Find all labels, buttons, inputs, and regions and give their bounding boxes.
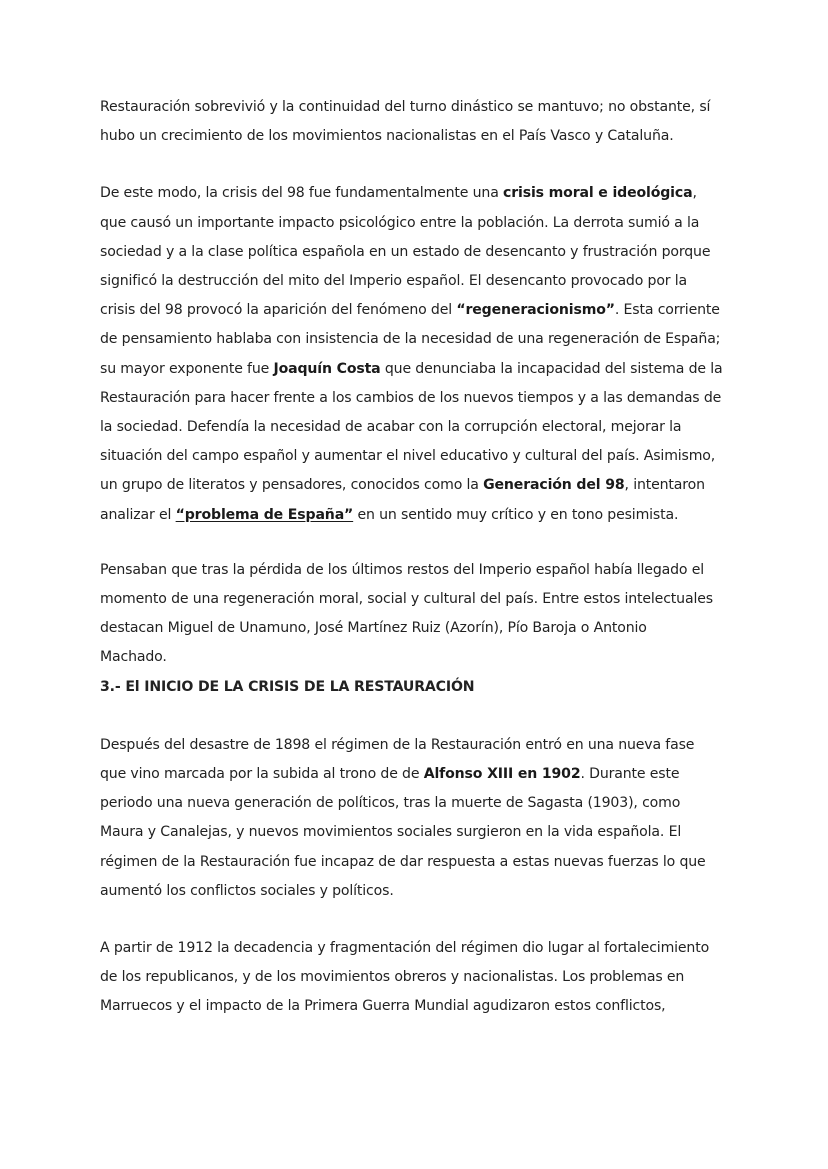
bold-alfonso-xiii: Alfonso XIII en 1902 [423, 766, 581, 783]
bold-generacion-del-98: Generación del 98 [483, 477, 625, 494]
text-line: Restauración para hacer frente a los cambios de los nuevos tiempos y a las demandas de [100, 389, 722, 406]
text-line: aumentó los conflictos sociales y políticos. [100, 882, 394, 899]
text-line: destacan Miguel de Unamuno, José Martínez Ruiz (Azorín), Pío Baroja o Antonio [100, 620, 647, 637]
text-line: Pensaban que tras la pérdida de los últimos restos del Imperio español había llegado el [100, 561, 704, 578]
text-line: analizar el “problema de España” en un sentido muy crítico y en tono pesimista. [100, 506, 679, 523]
text-line: significó la destrucción del mito del Imperio español. El desencanto provocado por la [100, 273, 688, 290]
text-line: un grupo de literatos y pensadores, conocidos como la Generación del 98, intentaron [100, 477, 705, 494]
bold-underlined-problema-de-espana: “problema de España” [175, 506, 354, 523]
text-line: Restauración sobrevivió y la continuidad del turno dinástico se mantuvo; no obstante, sí [100, 99, 711, 115]
text-line: Marruecos y el impacto de la Primera Guerra Mundial agudizaron estos conflictos, [100, 998, 666, 1015]
text-line: hubo un crecimiento de los movimientos nacionalistas en el País Vasco y Cataluña. [100, 128, 674, 145]
text-line: crisis del 98 provocó la aparición del fenómeno del “regeneracionismo”. Esta corriente [100, 302, 720, 319]
paragraph-1912-decadencia [100, 934, 736, 1022]
bold-regeneracionismo: “regeneracionismo” [456, 302, 615, 319]
bold-crisis-moral: crisis moral e ideológica [503, 185, 693, 202]
text-line: Machado. [100, 649, 167, 666]
text-line: de los republicanos, y de los movimientos obreros y nacionalistas. Los problemas en [100, 969, 685, 986]
text-line: que causó un importante impacto psicológico entre la población. La derrota sumió a la [100, 214, 700, 231]
text-line: la sociedad. Defendía la necesidad de acabar con la corrupción electoral, mejorar la [100, 419, 682, 436]
text-line: situación del campo español y aumentar el nivel educativo y cultural del país. Asimismo, [100, 448, 716, 465]
paragraph-alfonso-xiii [100, 731, 736, 906]
text-line: A partir de 1912 la decadencia y fragmentación del régimen dio lugar al fortalecimiento [100, 940, 710, 957]
paragraph-regeneracion-intelectuales [100, 556, 736, 673]
document-page [100, 93, 736, 1022]
text-line: periodo una nueva generación de políticos, tras la muerte de Sagasta (1903), como [100, 795, 681, 812]
text-line: régimen de la Restauración fue incapaz de dar respuesta a estas nuevas fuerzas lo que [100, 853, 706, 870]
text-line: momento de una regeneración moral, social y cultural del país. Entre estos intelectuales [100, 591, 713, 608]
text-line: Después del desastre de 1898 el régimen de la Restauración entró en una nueva fase [100, 736, 695, 753]
section-heading: 3.- El INICIO DE LA CRISIS DE LA RESTAURACIÓN [100, 678, 475, 695]
text-line: de pensamiento hablaba con insistencia de la necesidad de una regeneración de España; [100, 331, 721, 348]
text-line: Maura y Canalejas, y nuevos movimientos sociales surgieron en la vida española. El [100, 824, 682, 841]
text-line: sociedad y a la clase política española en un estado de desencanto y frustración porque [100, 243, 711, 260]
paragraph-restauracion-continuidad [100, 93, 736, 151]
text-line: su mayor exponente fue Joaquín Costa que denunciaba la incapacidad del sistema de la [100, 360, 723, 377]
text-line: De este modo, la crisis del 98 fue fundamentalmente una crisis moral e ideológica, [100, 185, 697, 202]
paragraph-crisis-del-98 [100, 179, 736, 529]
text-line: que vino marcada por la subida al trono de de Alfonso XIII en 1902. Durante este [100, 766, 680, 783]
bold-joaquin-costa: Joaquín Costa [273, 360, 381, 377]
